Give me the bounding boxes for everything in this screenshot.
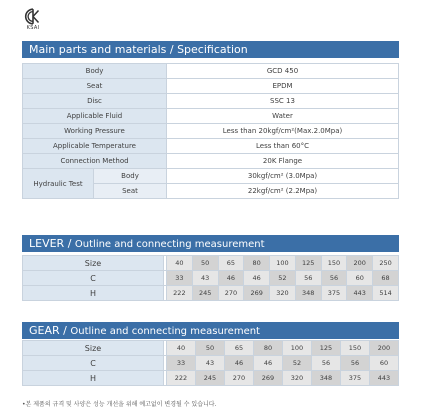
gear-value-cell: 46 — [225, 356, 254, 371]
lever-value-cell: 100 — [270, 256, 296, 271]
spec-row — [23, 94, 399, 109]
gear-value-cell: 56 — [312, 356, 341, 371]
lever-value-cell: 320 — [270, 286, 296, 301]
hydraulic-body-label: Body — [94, 169, 167, 184]
gear-value-cell: 245 — [196, 371, 225, 386]
spec-row — [23, 154, 399, 169]
lever-table — [22, 255, 399, 301]
lever-value-cell: 46 — [244, 271, 270, 286]
lever-value-cell: 514 — [373, 286, 399, 301]
spec-value: Less than 20kgf/cm²(Max.2.0Mpa) — [167, 124, 399, 139]
spec-label: Applicable Fluid — [23, 109, 167, 124]
gear-value-cell: 150 — [341, 341, 370, 356]
gear-value-cell: 320 — [283, 371, 312, 386]
lever-row — [23, 271, 399, 286]
hydraulic-seat-value: 22kgf/cm² (2.2Mpa) — [167, 184, 399, 199]
lever-value-cell: 40 — [167, 256, 193, 271]
lever-value-cell: 200 — [347, 256, 373, 271]
lever-value-cell: 125 — [295, 256, 321, 271]
gear-subtitle: Outline and connecting measurement — [70, 326, 260, 337]
gear-value-cell: 56 — [341, 356, 370, 371]
gear-value-cell: 80 — [254, 341, 283, 356]
lever-value-cell: 348 — [295, 286, 321, 301]
gear-value-cell: 200 — [370, 341, 399, 356]
spec-row-hydraulic-body — [23, 169, 399, 184]
lever-value-cell: 56 — [321, 271, 347, 286]
lever-row-label: H — [23, 286, 164, 301]
hydraulic-test-label: Hydraulic Test — [23, 169, 94, 199]
gear-row — [23, 371, 399, 386]
kc-caption: KSAI — [26, 25, 40, 31]
gear-row — [23, 341, 399, 356]
hydraulic-body-value: 30kgf/cm² (3.0Mpa) — [167, 169, 399, 184]
spec-section-title: Main parts and materials / Specification — [22, 41, 399, 58]
gear-value-cell: 33 — [167, 356, 196, 371]
gear-row-label: H — [23, 371, 164, 386]
lever-value-cell: 65 — [218, 256, 244, 271]
lever-value-cell: 43 — [192, 271, 218, 286]
gear-value-cell: 375 — [341, 371, 370, 386]
lever-value-cell: 375 — [321, 286, 347, 301]
lever-value-cell: 150 — [321, 256, 347, 271]
gear-table — [22, 340, 399, 386]
lever-value-cell: 60 — [347, 271, 373, 286]
lever-value-cell: 46 — [218, 271, 244, 286]
gear-value-cell: 443 — [370, 371, 399, 386]
lever-row — [23, 286, 399, 301]
footnote: •본 제품의 규격 및 사양은 성능 개선을 위해 예고없이 변경될 수 있습니다. — [22, 401, 217, 408]
spec-value: SSC 13 — [167, 94, 399, 109]
gear-row-label: Size — [23, 341, 164, 356]
lever-value-cell: 250 — [373, 256, 399, 271]
gear-title: GEAR / — [29, 324, 67, 337]
lever-section-title — [22, 235, 399, 252]
hydraulic-seat-label: Seat — [94, 184, 167, 199]
spec-row — [23, 64, 399, 79]
spec-label: Connection Method — [23, 154, 167, 169]
spec-value: EPDM — [167, 79, 399, 94]
spec-value: 20K Flange — [167, 154, 399, 169]
spec-row — [23, 109, 399, 124]
kc-certification-mark — [24, 8, 42, 30]
gear-value-cell: 50 — [196, 341, 225, 356]
spec-label: Disc — [23, 94, 167, 109]
gear-value-cell: 125 — [312, 341, 341, 356]
lever-value-cell: 269 — [244, 286, 270, 301]
lever-value-cell: 50 — [192, 256, 218, 271]
spec-label: Working Pressure — [23, 124, 167, 139]
spec-row — [23, 139, 399, 154]
gear-value-cell: 40 — [167, 341, 196, 356]
gear-row-label: C — [23, 356, 164, 371]
spec-value: Less than 60°C — [167, 139, 399, 154]
lever-value-cell: 270 — [218, 286, 244, 301]
lever-value-cell: 222 — [167, 286, 193, 301]
lever-value-cell: 56 — [295, 271, 321, 286]
lever-subtitle: Outline and connecting measurement — [74, 239, 265, 250]
lever-value-cell: 443 — [347, 286, 373, 301]
gear-value-cell: 270 — [225, 371, 254, 386]
spec-row — [23, 79, 399, 94]
gear-value-cell: 269 — [254, 371, 283, 386]
gear-row — [23, 356, 399, 371]
lever-title: LEVER / — [29, 237, 72, 250]
gear-value-cell: 348 — [312, 371, 341, 386]
spec-label: Applicable Temperature — [23, 139, 167, 154]
spec-value: GCD 450 — [167, 64, 399, 79]
lever-value-cell: 68 — [373, 271, 399, 286]
lever-row — [23, 256, 399, 271]
gear-value-cell: 46 — [254, 356, 283, 371]
lever-value-cell: 245 — [192, 286, 218, 301]
lever-value-cell: 52 — [270, 271, 296, 286]
gear-section-title — [22, 322, 399, 339]
kc-logo-icon — [24, 8, 42, 25]
spec-value: Water — [167, 109, 399, 124]
gear-value-cell: 65 — [225, 341, 254, 356]
spec-table — [22, 63, 399, 199]
gear-value-cell: 222 — [167, 371, 196, 386]
lever-row-label: C — [23, 271, 164, 286]
spec-row — [23, 124, 399, 139]
gear-value-cell: 60 — [370, 356, 399, 371]
lever-row-label: Size — [23, 256, 164, 271]
lever-value-cell: 33 — [167, 271, 193, 286]
gear-value-cell: 52 — [283, 356, 312, 371]
spec-label: Seat — [23, 79, 167, 94]
lever-value-cell: 80 — [244, 256, 270, 271]
spec-label: Body — [23, 64, 167, 79]
gear-value-cell: 43 — [196, 356, 225, 371]
gear-value-cell: 100 — [283, 341, 312, 356]
